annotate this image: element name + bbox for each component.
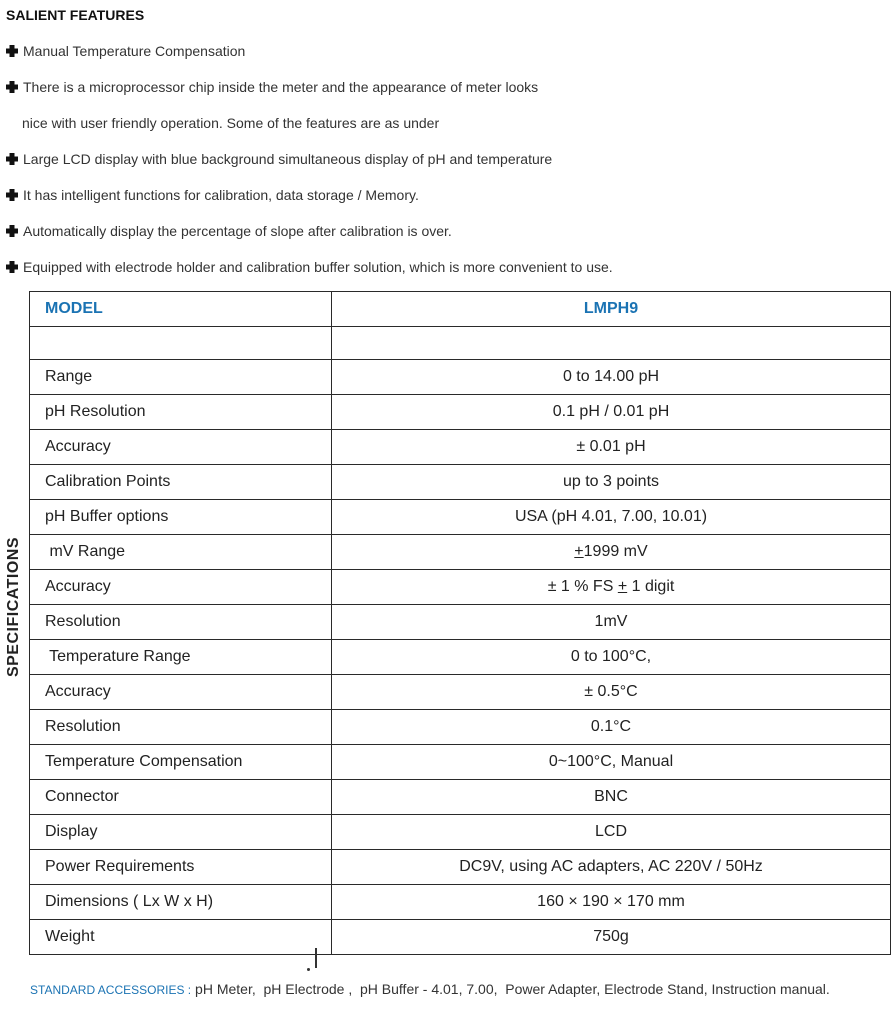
table-row — [30, 885, 891, 920]
spec-value: 0~100°C, Manual — [332, 745, 891, 780]
cross-bullet-icon — [5, 44, 18, 57]
spec-key: mV Range — [30, 535, 332, 570]
spec-value: 0 to 100°C, — [332, 640, 891, 675]
cross-bullet-icon — [5, 260, 18, 273]
feature-item — [0, 40, 896, 76]
table-row — [30, 535, 891, 570]
feature-item-continued — [0, 112, 896, 148]
cross-bullet-icon — [5, 80, 18, 93]
spec-value: LCD — [332, 815, 891, 850]
spec-key: Temperature Compensation — [30, 745, 332, 780]
feature-text: Manual Temperature Compensation — [23, 43, 246, 59]
spec-value: 0 to 14.00 pH — [332, 360, 891, 395]
spec-value: USA (pH 4.01, 7.00, 10.01) — [332, 500, 891, 535]
spec-value: BNC — [332, 780, 891, 815]
accessories-text: pH Meter, pH Electrode , pH Buffer - 4.01, 7.00, Power Adapter, Electrode Stand, Instruction manual. — [191, 981, 830, 997]
spec-value-text: ± 1 % FS — [547, 578, 618, 595]
table-row — [30, 640, 891, 675]
spec-key: Calibration Points — [30, 465, 332, 500]
spec-key: Resolution — [30, 710, 332, 745]
table-header-row — [30, 292, 891, 327]
spec-key: Connector — [30, 780, 332, 815]
model-value: LMPH9 — [332, 292, 891, 327]
table-row — [30, 500, 891, 535]
feature-item — [0, 148, 896, 184]
spec-key: Weight — [30, 920, 332, 955]
feature-item — [0, 76, 896, 112]
table-row — [30, 395, 891, 430]
feature-item — [0, 220, 896, 256]
feature-text: There is a microprocessor chip inside the meter and the appearance of meter looks — [23, 79, 539, 95]
specifications-table — [29, 291, 891, 955]
spec-value-text: 1999 mV — [583, 543, 648, 560]
cross-bullet-icon — [5, 224, 18, 237]
spec-key: Range — [30, 360, 332, 395]
blank-cell — [332, 327, 891, 360]
spec-value: 160 × 190 × 170 mm — [332, 885, 891, 920]
plus-minus-mark: + — [617, 578, 628, 595]
feature-text: Equipped with electrode holder and calibration buffer solution, which is more convenient to use. — [23, 259, 613, 275]
spec-value: 0.1°C — [332, 710, 891, 745]
table-row — [30, 745, 891, 780]
feature-item — [0, 184, 896, 220]
spec-value: 750g — [332, 920, 891, 955]
spec-value: ± 0.01 pH — [332, 430, 891, 465]
table-row — [30, 780, 891, 815]
table-row — [30, 675, 891, 710]
spec-key: Resolution — [30, 605, 332, 640]
spec-value: DC9V, using AC adapters, AC 220V / 50Hz — [332, 850, 891, 885]
feature-text: It has intelligent functions for calibration, data storage / Memory. — [23, 187, 419, 203]
spec-value: up to 3 points — [332, 465, 891, 500]
spec-value: 1mV — [332, 605, 891, 640]
spec-value — [332, 570, 891, 605]
accessories-label: STANDARD ACCESSORIES : — [30, 983, 192, 997]
table-row — [30, 920, 891, 955]
feature-item — [0, 256, 896, 292]
spec-key: Accuracy — [30, 675, 332, 710]
standard-accessories — [30, 981, 830, 997]
spec-key: Accuracy — [30, 430, 332, 465]
table-row — [30, 360, 891, 395]
spec-value: ± 0.5°C — [332, 675, 891, 710]
table-row — [30, 710, 891, 745]
table-blank-row — [30, 327, 891, 360]
features-list — [0, 40, 896, 292]
cross-bullet-icon — [5, 152, 18, 165]
stray-dot — [307, 968, 310, 971]
blank-cell — [30, 327, 332, 360]
feature-text: nice with user friendly operation. Some of the features are as under — [22, 115, 440, 131]
table-row — [30, 570, 891, 605]
specifications-label: SPECIFICATIONS — [5, 536, 22, 678]
divider-tick — [315, 948, 317, 968]
feature-text: Large LCD display with blue background simultaneous display of pH and temperature — [23, 151, 553, 167]
spec-value — [332, 535, 891, 570]
spec-key: Dimensions ( Lx W x H) — [30, 885, 332, 920]
table-row — [30, 465, 891, 500]
spec-key: pH Resolution — [30, 395, 332, 430]
spec-key: Temperature Range — [30, 640, 332, 675]
table-row — [30, 430, 891, 465]
spec-key: Power Requirements — [30, 850, 332, 885]
table-row — [30, 815, 891, 850]
cross-bullet-icon — [5, 188, 18, 201]
spec-value-text: 1 digit — [627, 578, 675, 595]
feature-text: Automatically display the percentage of slope after calibration is over. — [23, 223, 452, 239]
section-title: SALIENT FEATURES — [6, 7, 145, 23]
spec-key: pH Buffer options — [30, 500, 332, 535]
spec-key: Display — [30, 815, 332, 850]
plus-minus-mark: + — [574, 543, 584, 560]
table-row — [30, 850, 891, 885]
table-row — [30, 605, 891, 640]
spec-key: Accuracy — [30, 570, 332, 605]
model-header: MODEL — [30, 292, 332, 327]
spec-value: 0.1 pH / 0.01 pH — [332, 395, 891, 430]
